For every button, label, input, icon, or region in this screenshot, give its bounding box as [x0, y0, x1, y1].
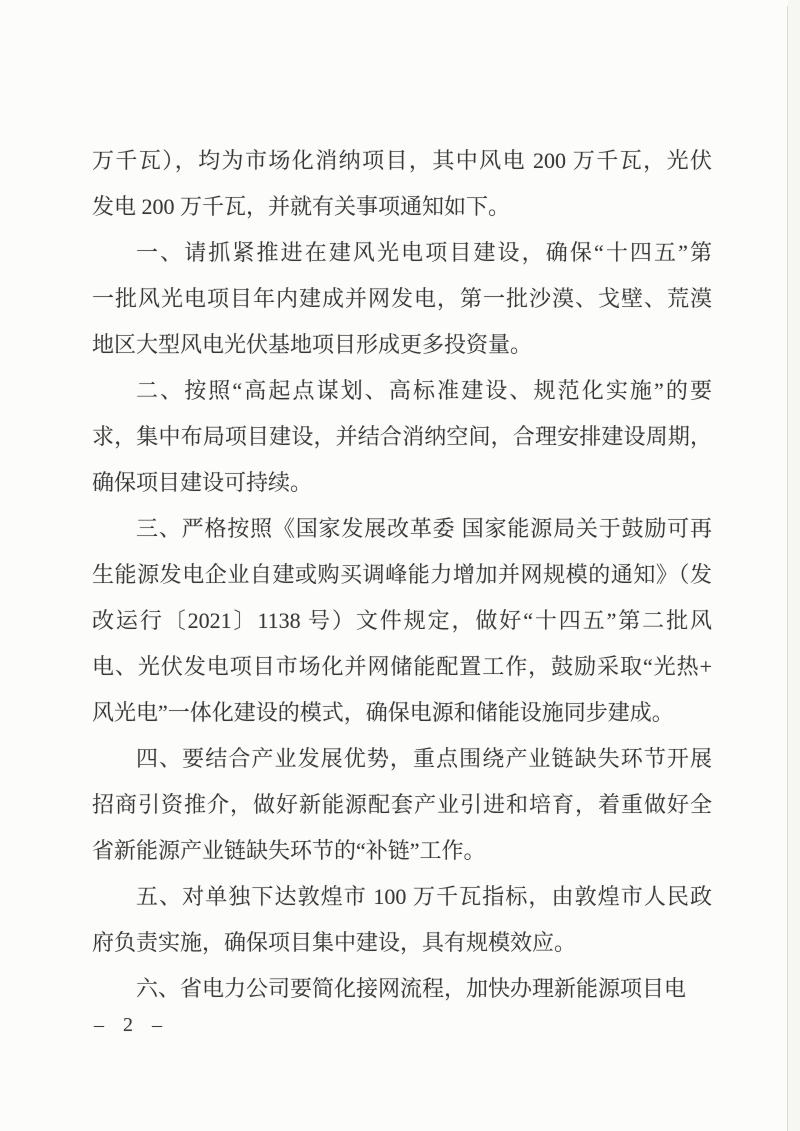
text-line: 求，集中布局项目建设，并结合消纳空间，合理安排建设周期，: [92, 424, 712, 449]
text-line: 改运行〔2021〕1138 号）文件规定，做好“十四五”第二批风: [92, 608, 712, 633]
text-line: 三、严格按照《国家发展改革委 国家能源局关于鼓励可再: [136, 516, 712, 541]
document-body: [92, 138, 712, 1012]
text-line: 四、要结合产业发展优势，重点围绕产业链缺失环节开展: [136, 746, 712, 771]
text-line: 确保项目建设可持续。: [92, 470, 313, 495]
text-line: 地区大型风电光伏基地项目形成更多投资量。: [92, 332, 533, 357]
text-line: 二、按照“高起点谋划、高标准建设、规范化实施”的要: [136, 378, 712, 403]
page-number: – 2 –: [94, 1014, 169, 1036]
text-line: 一、请抓紧推进在建风光电项目建设，确保“十四五”第: [136, 240, 712, 265]
text-line: 招商引资推介，做好新能源配套产业引进和培育，着重做好全: [92, 792, 712, 817]
text-line: 六、省电力公司要简化接网流程，加快办理新能源项目电: [136, 976, 687, 1001]
text-line: 风光电”一体化建设的模式，确保电源和储能设施同步建成。: [92, 700, 674, 725]
scan-edge-artifact: [787, 6, 788, 1131]
text-line: 生能源发电企业自建或购买调峰能力增加并网规模的通知》（发: [92, 562, 712, 587]
text-line: 万千瓦），均为市场化消纳项目，其中风电 200 万千瓦，光伏: [92, 148, 712, 173]
text-line: 五、对单独下达敦煌市 100 万千瓦指标，由敦煌市人民政: [136, 884, 712, 909]
text-line: 一批风光电项目年内建成并网发电，第一批沙漠、戈壁、荒漠: [92, 286, 712, 311]
text-line: 发电 200 万千瓦，并就有关事项通知如下。: [92, 194, 511, 219]
text-line: 省新能源产业链缺失环节的“补链”工作。: [92, 838, 486, 863]
text-line: 府负责实施，确保项目集中建设，具有规模效应。: [92, 930, 577, 955]
scan-edge-strip: [788, 0, 800, 1131]
text-line: 电、光伏发电项目市场化并网储能配置工作，鼓励采取“光热+: [92, 654, 712, 679]
